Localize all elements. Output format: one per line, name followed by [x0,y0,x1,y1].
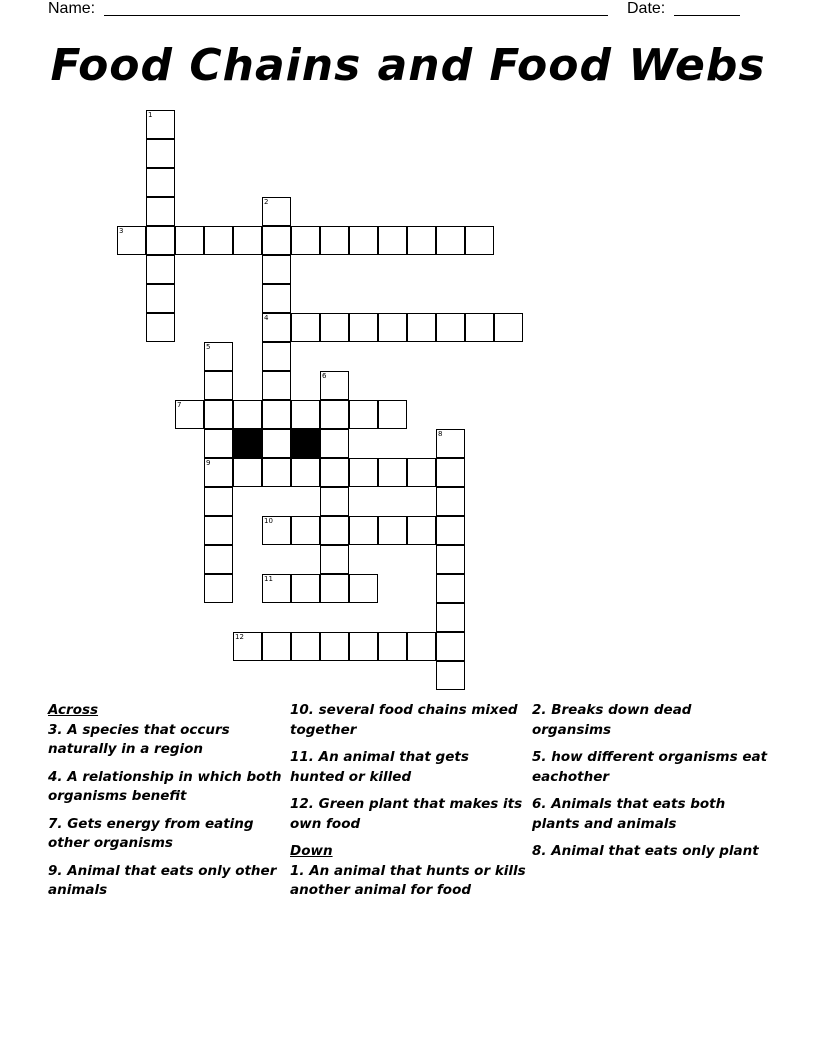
grid-cell[interactable] [291,632,320,661]
grid-cell[interactable] [378,313,407,342]
grid-cell[interactable] [378,458,407,487]
clue-down-6: 6. Animals that eats both plants and animals [532,796,726,832]
down-heading: Down [290,843,333,859]
page-title: Food Chains and Food Webs [50,40,766,91]
grid-cell[interactable] [146,197,175,226]
grid-cell[interactable] [349,458,378,487]
grid-cell[interactable] [349,400,378,429]
clue-number: 11 [264,575,273,583]
grid-cell[interactable] [291,458,320,487]
grid-cell[interactable] [262,255,291,284]
grid-cell[interactable] [291,313,320,342]
grid-cell[interactable] [291,574,320,603]
grid-cell[interactable] [407,458,436,487]
clue-down-1: 1. An animal that hunts or kills another animal for food [290,862,526,898]
grid-cell[interactable] [378,516,407,545]
grid-cell[interactable] [262,632,291,661]
clue-number: 12 [235,633,244,641]
grid-cell[interactable] [320,429,349,458]
grid-cell[interactable] [320,516,349,545]
grid-cell[interactable] [378,226,407,255]
grid-cell[interactable] [233,400,262,429]
grid-cell[interactable] [436,545,465,574]
grid-cell[interactable] [146,313,175,342]
grid-cell[interactable] [146,255,175,284]
grid-cell[interactable] [146,110,175,139]
grid-cell[interactable] [349,574,378,603]
grid-cell[interactable] [320,632,349,661]
clue-across-10: 10. several food chains mixed together [290,702,518,738]
grid-cell[interactable] [436,226,465,255]
grid-cell[interactable] [262,342,291,371]
grid-cell[interactable] [233,458,262,487]
grid-cell[interactable] [320,574,349,603]
grid-cell[interactable] [204,458,233,487]
grid-cell[interactable] [320,226,349,255]
grid-cell[interactable] [349,313,378,342]
grid-cell[interactable] [378,400,407,429]
grid-cell[interactable] [436,458,465,487]
grid-cell[interactable] [465,313,494,342]
clue-number: 4 [264,314,269,322]
clues-column-2 [290,701,526,909]
clue-number: 3 [119,227,124,235]
clue-number: 6 [322,372,327,380]
grid-cell[interactable] [349,632,378,661]
grid-cell[interactable] [291,226,320,255]
grid-cell[interactable] [262,458,291,487]
grid-cell[interactable] [175,226,204,255]
clue-number: 5 [206,343,211,351]
grid-cell[interactable] [436,487,465,516]
grid-cell[interactable] [262,371,291,400]
grid-cell[interactable] [320,487,349,516]
clue-across-11: 11. An animal that gets hunted or killed [290,749,469,785]
grid-cell[interactable] [320,313,349,342]
grid-cell[interactable] [204,400,233,429]
clues-column-1 [48,701,284,909]
grid-cell[interactable] [291,516,320,545]
clue-number: 9 [206,459,211,467]
grid-cell[interactable] [407,632,436,661]
clue-across-7: 7. Gets energy from eating other organisms [48,815,254,851]
clue-number: 8 [438,430,443,438]
date-field[interactable] [674,15,740,16]
grid-cell[interactable] [204,487,233,516]
grid-cell[interactable] [175,400,204,429]
grid-cell[interactable] [146,226,175,255]
grid-cell[interactable] [262,574,291,603]
grid-cell[interactable] [204,516,233,545]
grid-cell[interactable] [436,429,465,458]
grid-cell[interactable] [233,226,262,255]
grid-cell[interactable] [436,313,465,342]
grid-cell[interactable] [407,313,436,342]
grid-cell[interactable] [320,545,349,574]
grid-cell[interactable] [262,313,291,342]
grid-cell[interactable] [407,226,436,255]
grid-cell[interactable] [320,400,349,429]
grid-cell[interactable] [204,226,233,255]
grid-cell[interactable] [436,603,465,632]
grid-cell[interactable] [204,371,233,400]
name-field[interactable] [104,15,608,16]
grid-cell[interactable] [204,342,233,371]
clue-number: 1 [148,111,153,119]
grid-cell[interactable] [320,371,349,400]
grid-cell[interactable] [117,226,146,255]
clue-down-5: 5. how different organisms eat eachother [532,749,768,785]
grid-cell[interactable] [349,226,378,255]
grid-cell[interactable] [378,632,407,661]
grid-cell[interactable] [233,632,262,661]
grid-cell[interactable] [407,516,436,545]
clue-down-8: 8. Animal that eats only plant [532,843,759,859]
across-heading: Across [48,702,99,718]
clue-across-4: 4. A relationship in which both organisms benefit [48,768,282,804]
grid-cell[interactable] [320,458,349,487]
clue-number: 7 [177,401,182,409]
grid-block [233,429,262,458]
grid-cell[interactable] [494,313,523,342]
grid-cell[interactable] [349,516,378,545]
grid-cell[interactable] [262,400,291,429]
grid-cell[interactable] [204,429,233,458]
grid-block [291,429,320,458]
clue-across-9: 9. Animal that eats only other animals [48,862,277,898]
grid-cell[interactable] [146,139,175,168]
grid-cell[interactable] [146,284,175,313]
clue-number: 10 [264,517,273,525]
grid-cell[interactable] [436,574,465,603]
clue-down-2: 2. Breaks down dead organsims [532,702,692,738]
grid-cell[interactable] [262,429,291,458]
clues-column-3 [532,701,768,870]
grid-cell[interactable] [146,168,175,197]
grid-cell[interactable] [291,400,320,429]
clue-number: 2 [264,198,269,206]
grid-cell[interactable] [262,197,291,226]
name-label: Name: [48,0,96,17]
grid-cell[interactable] [436,632,465,661]
grid-cell[interactable] [436,661,465,690]
clue-across-3: 3. A species that occurs naturally in a region [48,721,230,757]
grid-cell[interactable] [204,545,233,574]
grid-cell[interactable] [204,574,233,603]
date-label: Date: [627,0,666,17]
grid-cell[interactable] [262,226,291,255]
grid-cell[interactable] [465,226,494,255]
grid-cell[interactable] [262,284,291,313]
grid-cell[interactable] [262,516,291,545]
clue-across-12: 12. Green plant that makes its own food [290,796,523,832]
grid-cell[interactable] [436,516,465,545]
